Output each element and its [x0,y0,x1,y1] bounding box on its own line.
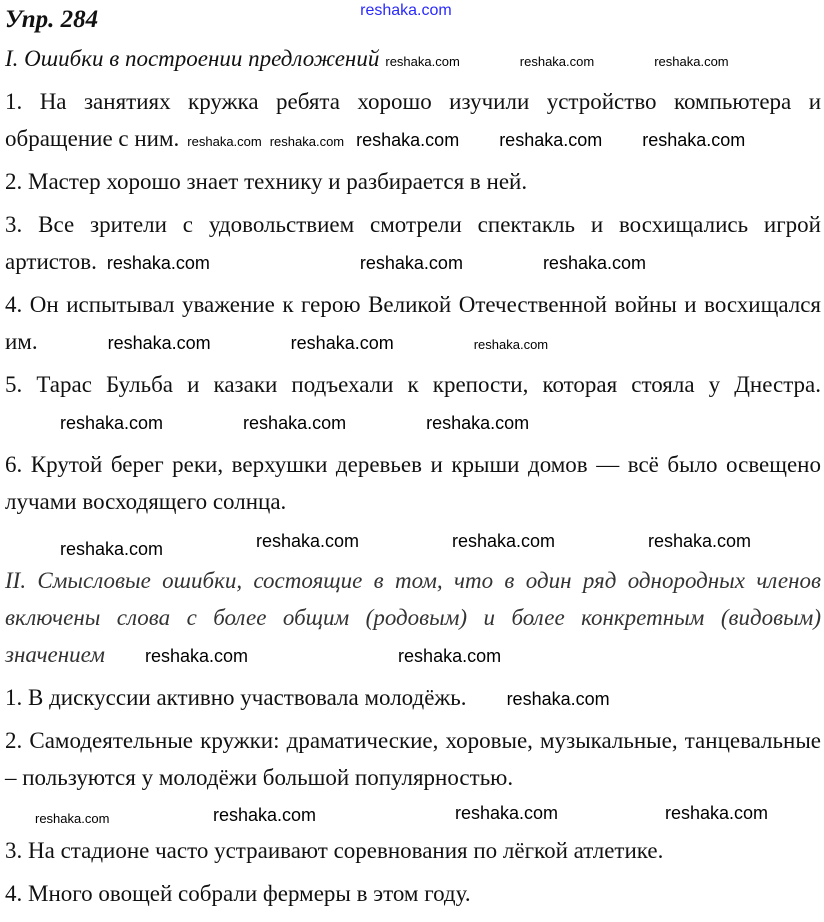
watermark: reshaka.com [542,253,646,273]
watermark: reshaka.com [356,130,460,150]
section-1-item-4: 4. Он испытывал уважение к герою Великой Отечественной войны и восхищался им. [5,292,821,354]
section-2-item-2-row [5,722,821,796]
section-2-item-1: 1. В дискуссии активно участвовала молодёжь. [5,685,467,710]
section-1-item-3: 3. Все зрители с удовольствием смотрели спектакль и восхищались игрой артистов. [5,212,821,274]
watermark: reshaka.com [269,134,345,149]
section-1-item-6-row [5,446,821,520]
watermark: reshaka.com [35,811,110,826]
section-1-item-1: 1. На занятиях кружка ребята хорошо изучили устройство компьютера и обращение с ним. [5,89,821,151]
watermark: reshaka.com [360,2,452,19]
section-2-item-4: 4. Много овощей собрали фермеры в этом году. [5,881,471,906]
watermark: reshaka.com [473,337,549,352]
watermark-row [5,802,821,826]
watermark: reshaka.com [359,253,463,273]
exercise-title: Упр. 284 [5,6,99,33]
title-row [5,0,821,40]
section-2-item-3: 3. На стадионе часто устраивают соревнования по лёгкой атлетике. [5,838,664,863]
section-2-item-1-row [5,679,821,716]
watermark-row [5,526,821,559]
watermark: reshaka.com [506,689,610,709]
section-1-item-4-row [5,286,821,360]
section-2-item-3-row [5,832,821,869]
watermark: reshaka.com [187,134,262,149]
watermark: reshaka.com [290,333,394,353]
section-1-item-1-row [5,83,821,157]
watermark: reshaka.com [648,531,752,551]
watermark: reshaka.com [385,54,460,69]
section-2-item-2: 2. Самодеятельные кружки: драматические, хоровые, музыкальные, танцевальные – пользуются у молодёжи большой популярностью. [5,728,821,790]
watermark: reshaka.com [256,531,360,551]
section-1-heading-row [5,40,821,77]
watermark: reshaka.com [213,805,317,825]
section-1-item-6: 6. Крутой берег реки, верхушки деревьев и крыши домов — всё было освещено лучами восходящего солнца. [5,452,821,514]
watermark: reshaka.com [452,531,556,551]
watermark: reshaka.com [60,413,164,433]
watermark: reshaka.com [106,253,210,273]
watermark: reshaka.com [60,539,164,559]
watermark: reshaka.com [145,646,249,666]
section-1-item-5: 5. Тарас Бульба и казаки подъехали к крепости, которая стояла у Днестра. [5,372,821,397]
section-1-item-5-row [5,366,821,440]
watermark: reshaka.com [654,54,729,69]
section-2-item-4-row [5,875,821,912]
section-1-item-2-row [5,163,821,200]
watermark: reshaka.com [243,413,347,433]
watermark: reshaka.com [398,646,502,666]
watermark: reshaka.com [426,413,530,433]
watermark: reshaka.com [107,333,211,353]
section-1-item-2: 2. Мастер хорошо знает технику и разбирается в ней. [5,169,528,194]
section-2-heading: II. Смысловые ошибки, состоящие в том, что в один ряд однородных членов включены слова с более общим (родовым) и более конкретным (видовым) значением [5,568,821,667]
section-2-heading-row [5,562,821,673]
section-1-item-3-row [5,206,821,280]
watermark: reshaka.com [499,130,603,150]
watermark: reshaka.com [519,54,595,69]
watermark: reshaka.com [642,130,746,150]
watermark: reshaka.com [455,803,559,823]
section-1-heading: I. Ошибки в построении предложений [5,46,380,71]
watermark: reshaka.com [665,803,769,823]
